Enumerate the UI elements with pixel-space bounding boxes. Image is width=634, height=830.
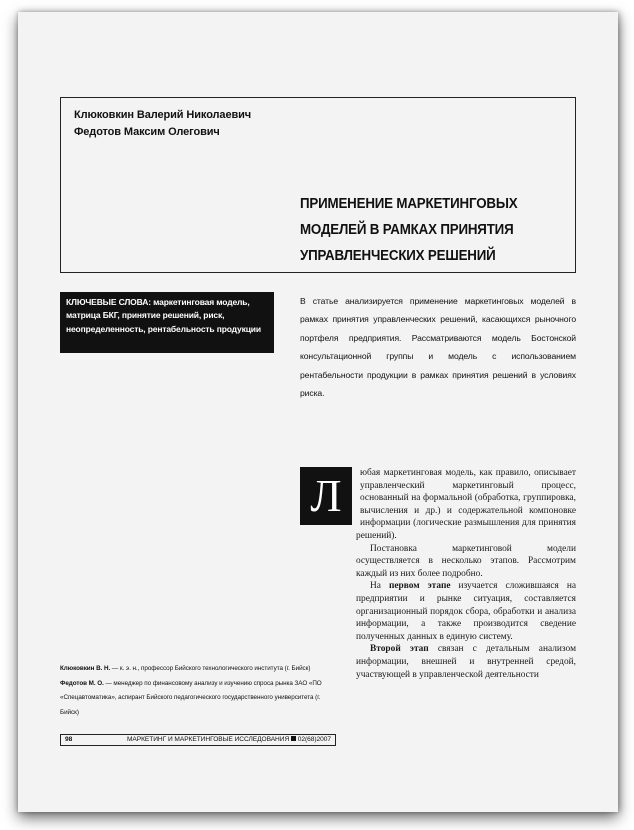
page-footer: [60, 734, 336, 746]
author-list: [74, 107, 251, 141]
issue-number: 02(68)2007: [297, 736, 331, 743]
article-title-line: УПРАВЛЕНЧЕСКИХ РЕШЕНИЙ: [300, 248, 496, 264]
abstract: В статье анализируется применение маркетинговых моделей в рамках принятия управленческих решений, касающихся рыночного портфеля предприятия. Рассматриваются модель Бостонской консультационной группы и модель с использованием рентабельности продукции в рамках принятия решений в условиях риска.: [300, 296, 576, 399]
body-paragraph: Второй этап связан с детальным анализом информации, внешней и внутренней средой, участвующей в управленческой деятельности: [356, 644, 576, 680]
journal-page: [18, 12, 618, 812]
page-number: 98: [65, 736, 73, 743]
body-paragraph: Л юбая маркетинговая модель, как правило, описывает управленческий маркетинговый процесс, основанный на формальной (обработка, группировка, вычисления и др.) и содержательной компоновке информации (логические размышления для принятия решений).: [356, 467, 576, 543]
article-title-line: МОДЕЛЕЙ В РАМКАХ ПРИНЯТИЯ: [300, 222, 514, 238]
title-box: [60, 97, 576, 273]
author-name: Федотов Максим Олегович: [74, 126, 220, 138]
body-paragraph: На первом этапе изучается сложившаяся на предприятии и рынке ситуация, составляется организационный порядок сбора, обработки и анализа информации, а также производится сведение полученных данных в единую систему.: [356, 581, 576, 642]
article-title-line: ПРИМЕНЕНИЕ МАРКЕТИНГОВЫХ: [300, 196, 518, 212]
drop-cap: Л: [300, 467, 352, 525]
article-title: [300, 191, 548, 269]
body-paragraph: Постановка маркетинговой модели осуществляется в несколько этапов. Рассмотрим каждый из них более подробно.: [356, 543, 576, 579]
square-bullet-icon: [291, 736, 296, 741]
author-notes: [60, 662, 340, 720]
journal-info: [127, 735, 331, 745]
author-note: Федотов М. О. — менеджер по финансовому анализу и изучению спроса рынка ЗАО «ПО «Спецавтоматика», аспирант Бийского педагогического государственного университета (г. Бийск): [60, 679, 322, 716]
author-note: Клюковкин В. Н. — к. э. н., профессор Бийского технологического института (г. Бийск): [60, 665, 311, 672]
journal-name: МАРКЕТИНГ И МАРКЕТИНГОВЫЕ ИССЛЕДОВАНИЯ: [126, 736, 290, 743]
keywords-block: КЛЮЧЕВЫЕ СЛОВА: маркетинговая модель, матрица БКГ, принятие решений, риск, неопределенность, рентабельность продукции: [60, 292, 274, 353]
author-name: Клюковкин Валерий Николаевич: [74, 109, 252, 121]
article-body: [310, 467, 576, 681]
